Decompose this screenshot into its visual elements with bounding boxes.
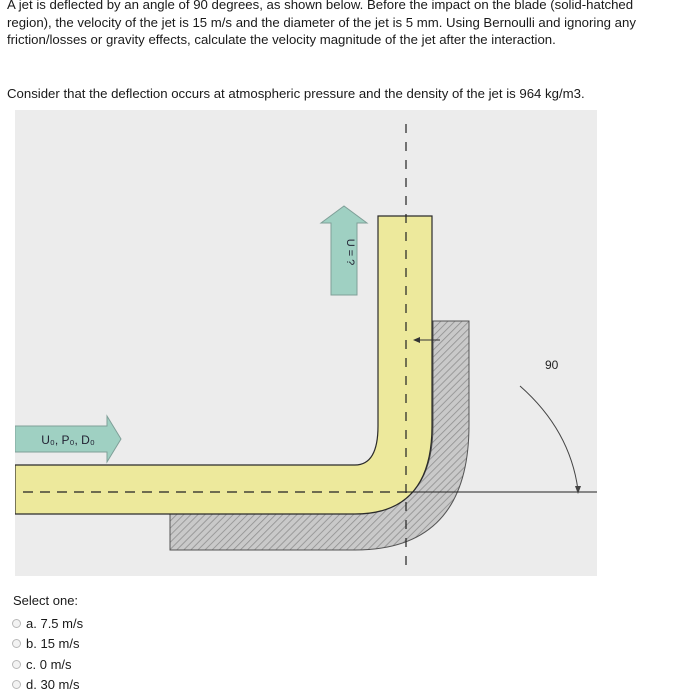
inlet-label: U₀, P₀, D₀ — [41, 433, 95, 447]
option-letter: b. — [26, 636, 37, 652]
select-one-label: Select one: — [13, 593, 79, 608]
option-text: 15 m/s — [40, 636, 80, 652]
figure-svg — [15, 110, 597, 576]
radio-button[interactable] — [12, 639, 21, 648]
angle-arrowhead — [575, 486, 581, 494]
option-text: 30 m/s — [40, 677, 80, 693]
option-c[interactable] — [12, 654, 83, 675]
option-letter: d. — [26, 677, 37, 693]
option-a[interactable] — [12, 613, 83, 634]
outlet-label: U = ? — [344, 238, 356, 266]
outlet-arrow — [321, 206, 367, 295]
question-note: Consider that the deflection occurs at atmospheric pressure and the density of the jet is 964 kg/m3. — [7, 86, 585, 101]
option-d[interactable] — [12, 675, 83, 696]
question-text: A jet is deflected by an angle of 90 degrees, as shown below. Before the impact on the blade (solid-hatched region), the velocity of the jet is 15 m/s and the diameter of the jet is 5 mm. Using Bernoulli and ignoring any friction/losses or gravity effects, calculate the velocity magnitude of the jet after the interaction. — [7, 0, 636, 48]
jet-deflection-figure — [15, 110, 597, 576]
angle-label: 90 — [545, 358, 559, 372]
option-b[interactable] — [12, 634, 83, 655]
radio-button[interactable] — [12, 680, 21, 689]
radio-button[interactable] — [12, 619, 21, 628]
option-letter: c. — [26, 656, 37, 672]
option-text: 7.5 m/s — [40, 615, 84, 631]
jet-body — [15, 216, 432, 514]
answer-options — [12, 613, 83, 695]
angle-arc — [520, 386, 578, 490]
option-text: 0 m/s — [39, 656, 72, 672]
option-letter: a. — [26, 615, 37, 631]
radio-button[interactable] — [12, 660, 21, 669]
